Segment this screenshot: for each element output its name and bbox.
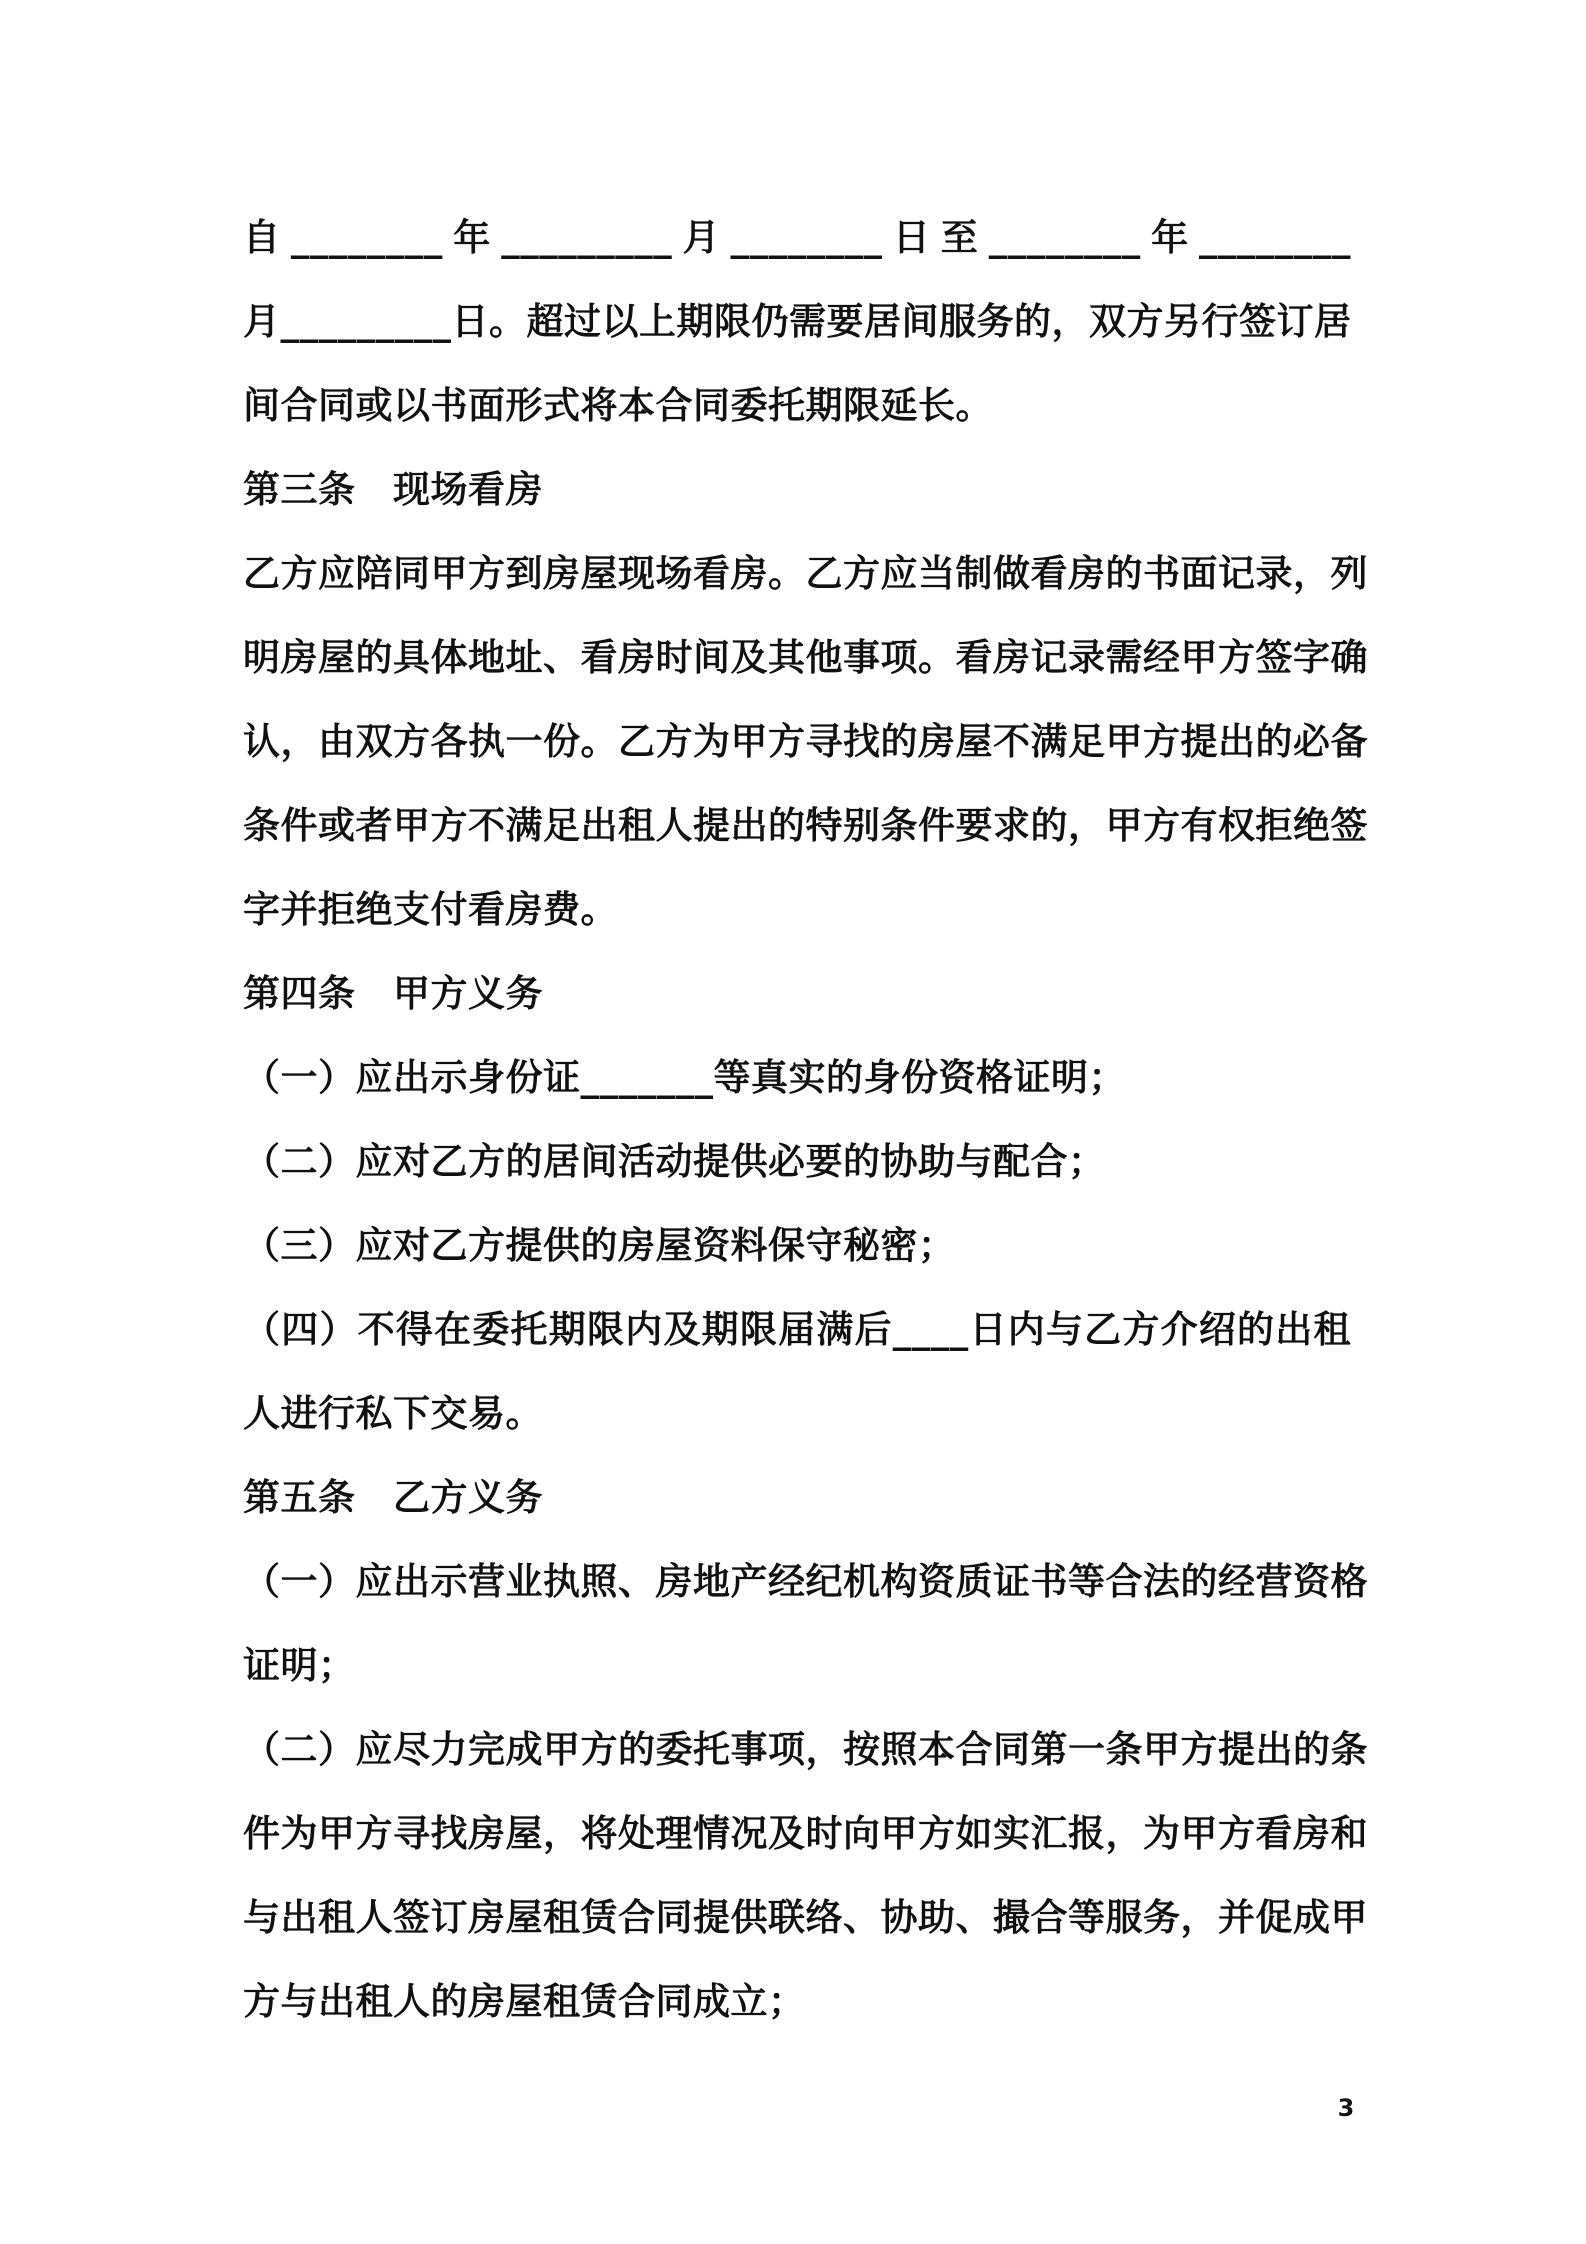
list-item: （二）应对乙方的居间活动提供必要的协助与配合； <box>243 1140 1106 1183</box>
text-line: 字并拒绝支付看房费。 <box>243 888 618 931</box>
text-line: 乙方应陪同甲方到房屋现场看房。乙方应当制做看房的书面记录，列 <box>243 552 1368 595</box>
text-line: 方与出租人的房屋租赁合同成立； <box>243 1980 806 2023</box>
list-item: （一）应出示营业执照、房地产经纪机构资质证书等合法的经营资格 <box>243 1560 1368 1603</box>
text-line: 明房屋的具体地址、看房时间及其他事项。看房记录需经甲方签字确 <box>243 636 1368 679</box>
section-heading: 第三条 现场看房 <box>243 468 543 511</box>
list-item: （二）应尽力完成甲方的委托事项，按照本合同第一条甲方提出的条 <box>243 1728 1368 1771</box>
text-line: 认，由双方各执一份。乙方为甲方寻找的房屋不满足甲方提出的必备 <box>243 720 1368 763</box>
text-line: 证明； <box>243 1644 356 1687</box>
section-heading: 第四条 甲方义务 <box>243 972 543 1015</box>
list-item: （三）应对乙方提供的房屋资料保守秘密； <box>243 1224 956 1267</box>
text-line: 自________年_________月________日至________年________ <box>243 216 1351 259</box>
document-body <box>243 196 1368 2044</box>
text-line: 间合同或以书面形式将本合同委托期限延长。 <box>243 384 993 427</box>
text-line: 月_________日。超过以上期限仍需要居间服务的，双方另行签订居 <box>243 300 1352 343</box>
text-line: 与出租人签订房屋租赁合同提供联络、协助、撮合等服务，并促成甲 <box>243 1896 1368 1939</box>
section-heading: 第五条 乙方义务 <box>243 1476 543 1519</box>
text-line: 件为甲方寻找房屋，将处理情况及时向甲方如实汇报，为甲方看房和 <box>243 1812 1368 1855</box>
text-line: 人进行私下交易。 <box>243 1392 543 1435</box>
text-line: 条件或者甲方不满足出租人提出的特别条件要求的，甲方有权拒绝签 <box>243 804 1368 847</box>
page-number: 3 <box>1337 2094 1355 2122</box>
list-item: （一）应出示身份证_______等真实的身份资格证明； <box>243 1056 1126 1099</box>
list-item: （四）不得在委托期限内及期限届满后____日内与乙方介绍的出租 <box>243 1308 1351 1351</box>
